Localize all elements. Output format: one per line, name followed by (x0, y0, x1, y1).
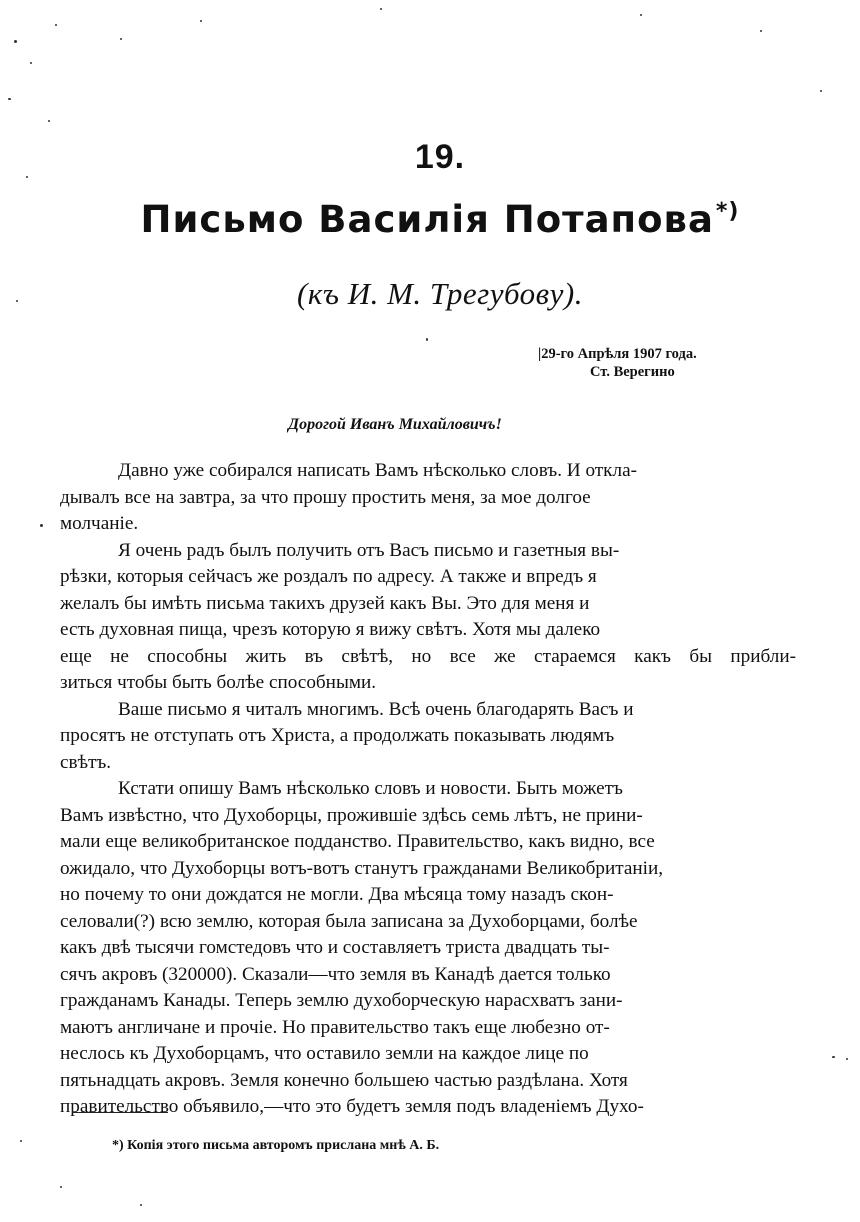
letter-title (0, 198, 860, 241)
text-line: рѣзки, которыя сейчасъ же роздалъ по адресу. А также и впредъ я (60, 566, 597, 587)
text-line: Вамъ извѣстно, что Духоборцы, прожившіе здѣсь семь лѣтъ, не прини- (60, 804, 643, 826)
text-line: Я очень радъ былъ получить отъ Васъ письмо и газетныя вы- (118, 539, 620, 561)
text-line: желалъ бы имѣть письма такихъ друзей какъ Вы. Это для меня и (60, 592, 590, 614)
text-line: какъ двѣ тысячи гомстедовъ что и составляетъ триста двадцать ты- (60, 937, 610, 958)
text-line: ожидало, что Духоборцы вотъ-вотъ станутъ гражданами Великобританіи, (60, 857, 664, 879)
text-line: Ваше письмо я читалъ многимъ. Всѣ очень благодарять Васъ и (118, 698, 634, 720)
text-line: правительство объявило,—что это будетъ земля подъ владеніемъ Духо- (60, 1096, 644, 1117)
text-line: маютъ англичане и прочіе. Но правительство такъ еще любезно от- (60, 1016, 610, 1038)
dateline (538, 345, 697, 381)
letter-recipient: (къ И. М. Трегубову). (297, 276, 583, 311)
title-text: Письмо Василія Потапова (140, 198, 714, 241)
text-line: дывалъ все на завтра, за что прошу простить меня, за мое долгое (60, 486, 591, 508)
letter-body (60, 458, 796, 1121)
salutation: Дорогой Иванъ Михайловичъ! (288, 416, 502, 433)
text-line: неслось къ Духоборцамъ, что оставило земли на каждое лице по (60, 1043, 589, 1064)
footnote-divider (72, 1112, 168, 1113)
text-line: мали еще великобританское подданство. Правительство, какъ видно, все (60, 831, 655, 852)
text-line: пятьнадцать акровъ. Земля конечно большею частью раздѣлана. Хотя (60, 1069, 628, 1091)
text-line: еще не способны жить въ свѣтѣ, но все же стараемся какъ бы прибли- (60, 645, 796, 667)
text-line: свѣтъ. (60, 751, 112, 773)
footnote: *) Копія этого письма авторомъ прислана мнѣ А. Б. (112, 1138, 440, 1153)
letter-number: 19. (414, 138, 466, 176)
text-line: гражданамъ Канады. Теперь землю духоборческую нарасхватъ зани- (60, 990, 623, 1011)
date-line: |29-го Апрѣля 1907 года. (538, 346, 697, 362)
text-line: Давно уже собирался написать Вамъ нѣсколько словъ. И откла- (118, 460, 637, 481)
title-footnote-mark: *) (715, 199, 740, 224)
text-line: просятъ не отступать отъ Христа, а продолжать показывать людямъ (60, 725, 615, 746)
text-line: Кстати опишу Вамъ нѣсколько словъ и новости. Быть можетъ (118, 778, 623, 799)
text-line: есть духовная пища, чрезъ которую я вижу свѣтъ. Хотя мы далеко (60, 619, 601, 640)
text-line: молчаніе. (60, 513, 139, 534)
text-line: сячъ акровъ (320000). Сказали—что земля въ Канадѣ дается только (60, 963, 611, 985)
text-line: селовали(?) всю землю, которая была записана за Духоборцами, болѣе (60, 910, 638, 932)
text-line: но почему то они дождатся не могли. Два мѣсяца тому назадъ скон- (60, 884, 614, 905)
text-line: зиться чтобы быть болѣе способными. (60, 672, 377, 693)
place-line: Ст. Верегино (590, 364, 675, 380)
